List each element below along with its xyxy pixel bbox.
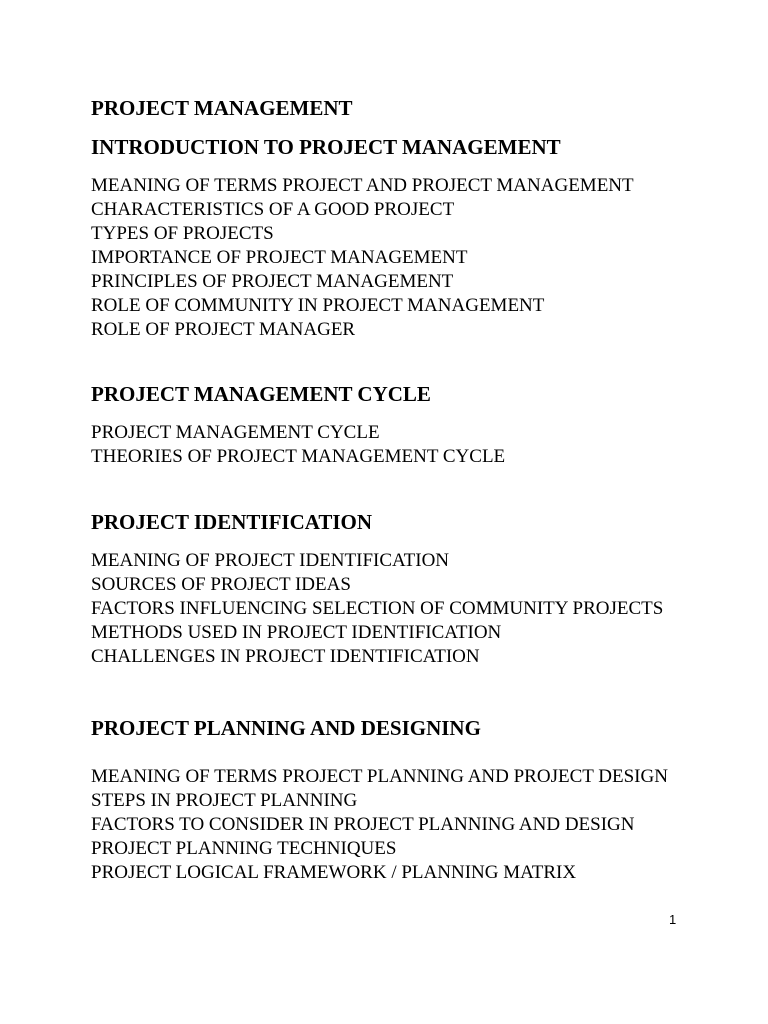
topic-item: TYPES OF PROJECTS xyxy=(91,223,274,244)
topic-list xyxy=(91,421,677,469)
topic-item: CHARACTERISTICS OF A GOOD PROJECT xyxy=(91,199,455,220)
topic-item: PROJECT LOGICAL FRAMEWORK / PLANNING MATRIX xyxy=(91,862,577,883)
topic-item: STEPS IN PROJECT PLANNING xyxy=(91,790,358,811)
section-heading: INTRODUCTION TO PROJECT MANAGEMENT xyxy=(91,135,561,159)
topic-item: PROJECT PLANNING TECHNIQUES xyxy=(91,838,397,859)
topic-item: MEANING OF TERMS PROJECT PLANNING AND PROJECT DESIGN xyxy=(91,766,668,787)
topic-list xyxy=(91,549,677,669)
topic-item: IMPORTANCE OF PROJECT MANAGEMENT xyxy=(91,247,468,268)
section-project-planning-and-designing xyxy=(91,715,677,885)
document-title: PROJECT MANAGEMENT xyxy=(91,96,353,120)
topic-item: MEANING OF TERMS PROJECT AND PROJECT MANAGEMENT xyxy=(91,175,634,196)
topic-list xyxy=(91,174,677,342)
topic-item: THEORIES OF PROJECT MANAGEMENT CYCLE xyxy=(91,446,506,467)
section-heading: PROJECT MANAGEMENT CYCLE xyxy=(91,382,431,406)
page-number: 1 xyxy=(669,912,677,927)
topic-item: SOURCES OF PROJECT IDEAS xyxy=(91,574,351,595)
topic-item: FACTORS INFLUENCING SELECTION OF COMMUNITY PROJECTS xyxy=(91,598,664,619)
topic-item: MEANING OF PROJECT IDENTIFICATION xyxy=(91,550,450,571)
section-heading: PROJECT IDENTIFICATION xyxy=(91,510,373,534)
topic-item: CHALLENGES IN PROJECT IDENTIFICATION xyxy=(91,646,480,667)
topic-list xyxy=(91,765,677,885)
topic-item: ROLE OF PROJECT MANAGER xyxy=(91,319,356,340)
topic-item: FACTORS TO CONSIDER IN PROJECT PLANNING AND DESIGN xyxy=(91,814,635,835)
topic-item: PROJECT MANAGEMENT CYCLE xyxy=(91,422,380,443)
topic-item: ROLE OF COMMUNITY IN PROJECT MANAGEMENT xyxy=(91,295,545,316)
section-introduction xyxy=(91,134,677,342)
section-heading: PROJECT PLANNING AND DESIGNING xyxy=(91,716,481,740)
topic-item: METHODS USED IN PROJECT IDENTIFICATION xyxy=(91,622,502,643)
topic-item: PRINCIPLES OF PROJECT MANAGEMENT xyxy=(91,271,454,292)
section-project-management-cycle xyxy=(91,381,677,469)
section-project-identification xyxy=(91,509,677,669)
